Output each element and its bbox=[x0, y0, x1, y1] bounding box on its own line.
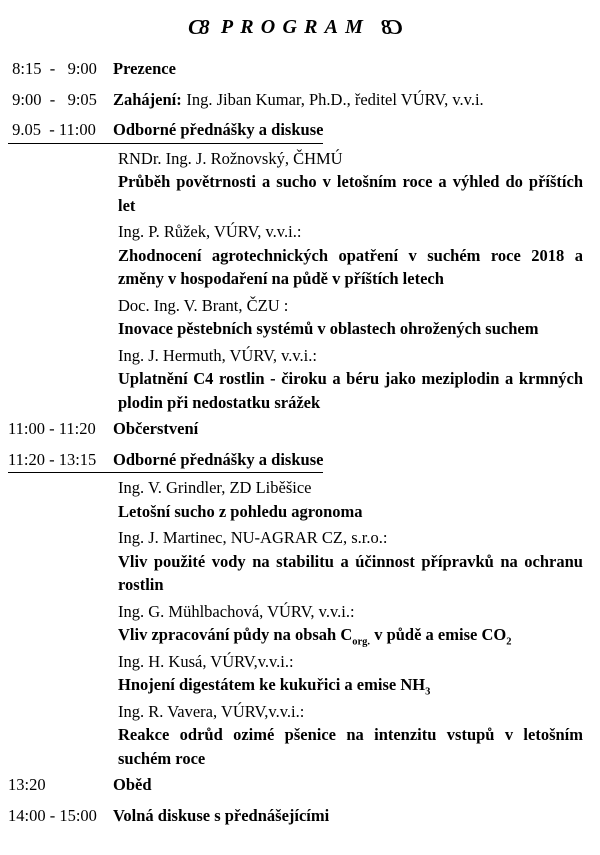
talk-speaker: Ing. V. Grindler, ZD Liběšice bbox=[118, 478, 312, 497]
event-label: Oběd bbox=[113, 775, 152, 794]
session-row-2 bbox=[8, 448, 583, 771]
session-label: Odborné přednášky a diskuse bbox=[113, 120, 324, 139]
session-header bbox=[8, 448, 323, 474]
flourish-left-icon: C8 bbox=[188, 15, 207, 39]
subscript: org. bbox=[352, 636, 371, 648]
talk-speaker: Ing. J. Martinec, NU-AGRAR CZ, s.r.o.: bbox=[118, 528, 388, 547]
talk-title: Zhodnocení agrotechnických opatření v suchém roce 2018 a změny v hospodaření na půdě v příštích letech bbox=[118, 245, 583, 288]
title-text: PROGRAM bbox=[220, 16, 371, 38]
talk-title bbox=[118, 673, 583, 697]
talk-speaker: Ing. R. Vavera, VÚRV,v.v.i.: bbox=[118, 701, 305, 721]
talk-item bbox=[118, 147, 583, 218]
talk-title: Letošní sucho z pohledu agronoma bbox=[118, 501, 363, 521]
schedule-row-volna-diskuse bbox=[8, 804, 583, 828]
talk-item bbox=[118, 650, 583, 697]
talk-title: Uplatnění C4 rostlin - čiroku a béru jako meziplodin a krmných plodin při nedostatku srážek bbox=[118, 369, 583, 412]
time-range: 11:20 - 13:15 bbox=[8, 449, 97, 469]
talk-list bbox=[118, 144, 583, 415]
schedule-row-prezence bbox=[8, 57, 583, 81]
time-range: 14:00 - 15:00 bbox=[8, 805, 97, 825]
talk-item bbox=[118, 700, 583, 771]
talk-item bbox=[118, 220, 583, 291]
title-text-pre: Vliv zpracování půdy na obsah C bbox=[118, 625, 353, 644]
schedule-row-obed bbox=[8, 773, 583, 797]
talk-item bbox=[118, 476, 583, 523]
time-range: 9:00 - 9:05 bbox=[8, 89, 97, 109]
title-text-mid: v půdě a emise CO bbox=[370, 625, 507, 644]
page-title bbox=[8, 12, 583, 43]
event-label: Volná diskuse s přednášejícími bbox=[113, 805, 330, 825]
talk-title: Průběh povětrnosti a sucho v letošním roce a výhled do příštích let bbox=[118, 172, 583, 215]
talk-speaker: RNDr. Ing. J. Rožnovský, ČHMÚ bbox=[118, 148, 343, 168]
event-label: Zahájení: bbox=[113, 89, 182, 109]
time-range: 9.05 - 11:00 bbox=[8, 120, 96, 139]
time-range: 13:20 bbox=[8, 775, 46, 794]
flourish-right-icon: C8 bbox=[384, 15, 403, 39]
talk-speaker: Ing. P. Růžek, VÚRV, v.v.i.: bbox=[118, 222, 302, 241]
time-range: 11:00 - 11:20 bbox=[8, 419, 96, 438]
event-detail: Ing. Jiban Kumar, Ph.D., ředitel VÚRV, v.v.i. bbox=[186, 89, 484, 109]
talk-item bbox=[118, 600, 583, 647]
talk-speaker: Ing. H. Kusá, VÚRV,v.v.i.: bbox=[118, 651, 294, 671]
talk-list bbox=[118, 473, 583, 770]
subscript: 3 bbox=[425, 686, 431, 698]
talk-speaker: Ing. J. Hermuth, VÚRV, v.v.i.: bbox=[118, 345, 317, 365]
talk-title: Reakce odrůd ozimé pšenice na intenzitu vstupů v letošním suchém roce bbox=[118, 725, 583, 768]
talk-title: Inovace pěstebních systémů v oblastech ohrožených suchem bbox=[118, 319, 539, 338]
talk-title bbox=[118, 623, 583, 647]
session-row-1 bbox=[8, 118, 583, 414]
talk-item bbox=[118, 526, 583, 597]
time-range: 8:15 - 9:00 bbox=[8, 59, 97, 78]
event-label: Prezence bbox=[113, 59, 176, 78]
talk-title: Vliv použité vody na stabilitu a účinnost přípravků na ochranu rostlin bbox=[118, 551, 583, 594]
talk-speaker: Doc. Ing. V. Brant, ČZU : bbox=[118, 295, 289, 315]
session-header bbox=[8, 118, 323, 144]
schedule-row-obcerstveni bbox=[8, 417, 583, 441]
event-label: Občerstvení bbox=[113, 419, 199, 438]
talk-item bbox=[118, 294, 583, 341]
schedule-row-zahajeni bbox=[8, 88, 583, 112]
talk-item bbox=[118, 344, 583, 415]
title-text-pre: Hnojení digestátem ke kukuřici a emise NH bbox=[118, 675, 426, 694]
session-label: Odborné přednášky a diskuse bbox=[113, 449, 324, 469]
subscript: 2 bbox=[506, 636, 512, 648]
talk-speaker: Ing. G. Mühlbachová, VÚRV, v.v.i.: bbox=[118, 601, 355, 621]
